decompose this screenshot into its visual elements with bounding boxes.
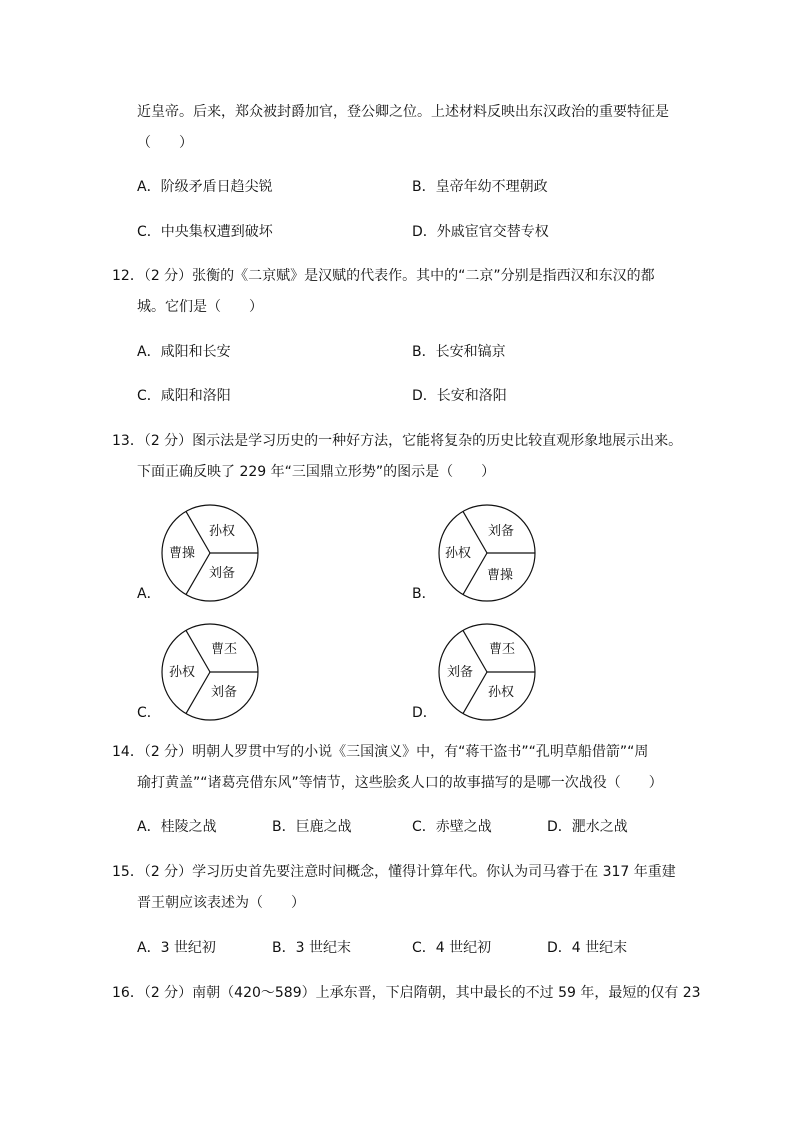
q14-option-a[interactable]: A．桂陵之战 bbox=[137, 819, 217, 835]
pie-label-liubei: 刘备 bbox=[208, 566, 236, 581]
q14-option-b[interactable]: B．巨鹿之战 bbox=[272, 819, 352, 835]
q11-option-a[interactable]: A．阶级矛盾日趋尖锐 bbox=[137, 179, 273, 195]
q11-option-d[interactable]: D．外戚宦官交替专权 bbox=[412, 224, 549, 240]
q12-stem-line2: 城。它们是（ ） bbox=[137, 299, 263, 315]
q13-figure-b-label[interactable]: B． bbox=[412, 586, 436, 602]
q13-stem-line1: 13．（2 分）图示法是学习历史的一种好方法，它能将复杂的历史比较直观形象地展示出来。 bbox=[112, 433, 683, 449]
q15-option-d[interactable]: D．4 世纪末 bbox=[547, 940, 628, 956]
q11-continuation: 近皇帝。后来，郑众被封爵加官，登公卿之位。上述材料反映出东汉政治的重要特征是 bbox=[137, 104, 669, 120]
pie-label-caocao: 曹操 bbox=[168, 546, 196, 561]
q14-stem-line2: 瑜打黄盖”“诸葛亮借东风”等情节，这些脍炙人口的故事描写的是哪一次战役（ ） bbox=[137, 775, 663, 791]
q12-option-d[interactable]: D．长安和洛阳 bbox=[412, 388, 507, 404]
q15-stem-line1: 15．（2 分）学习历史首先要注意时间概念，懂得计算年代。你认为司马睿于在 317 年重建 bbox=[112, 864, 676, 880]
q13-figure-b-pie[interactable] bbox=[437, 503, 537, 603]
q16-stem-line1: 16．（2 分）南朝（420～589）上承东晋，下启隋朝，其中最长的不过 59 年，最短的仅有 23 bbox=[112, 985, 701, 1001]
pie-label-liubei: 刘备 bbox=[487, 524, 515, 539]
q14-option-d[interactable]: D．淝水之战 bbox=[547, 819, 628, 835]
q12-stem-line1: 12．（2 分）张衡的《二京赋》是汉赋的代表作。其中的“二京”分别是指西汉和东汉的都 bbox=[112, 268, 655, 284]
pie-label-sunquan: 孙权 bbox=[208, 524, 236, 539]
pie-label-liubei: 刘备 bbox=[446, 665, 474, 680]
q15-stem-line2: 晋王朝应该表述为（ ） bbox=[137, 895, 305, 911]
q11-option-b[interactable]: B．皇帝年幼不理朝政 bbox=[412, 179, 548, 195]
pie-label-liubei: 刘备 bbox=[210, 685, 238, 700]
q15-option-b[interactable]: B．3 世纪末 bbox=[272, 940, 351, 956]
q12-option-b[interactable]: B．长安和镐京 bbox=[412, 344, 506, 360]
pie-label-caocao: 曹操 bbox=[486, 568, 514, 583]
q13-figure-c-label[interactable]: C． bbox=[137, 705, 161, 721]
q12-option-c[interactable]: C．咸阳和洛阳 bbox=[137, 388, 231, 404]
pie-label-caopi: 曹丕 bbox=[210, 642, 238, 657]
q14-stem-line1: 14．（2 分）明朝人罗贯中写的小说《三国演义》中，有“蒋干盗书”“孔明草船借箭”“周 bbox=[112, 744, 649, 760]
q11-answer-paren: （ ） bbox=[137, 135, 193, 151]
q12-option-a[interactable]: A．咸阳和长安 bbox=[137, 344, 231, 360]
q13-figure-d-label[interactable]: D． bbox=[412, 705, 437, 721]
q13-figure-d-pie[interactable] bbox=[437, 622, 537, 722]
q14-option-c[interactable]: C．赤壁之战 bbox=[412, 819, 492, 835]
pie-label-sunquan: 孙权 bbox=[444, 546, 472, 561]
pie-label-caopi: 曹丕 bbox=[488, 642, 516, 657]
q13-figure-a-pie[interactable] bbox=[160, 503, 260, 603]
pie-label-sunquan: 孙权 bbox=[487, 685, 515, 700]
q13-figure-a-label[interactable]: A． bbox=[137, 586, 161, 602]
pie-label-sunquan: 孙权 bbox=[168, 665, 196, 680]
q13-stem-line2: 下面正确反映了 229 年“三国鼎立形势”的图示是（ ） bbox=[137, 464, 496, 480]
q11-option-c[interactable]: C．中央集权遭到破坏 bbox=[137, 224, 273, 240]
q15-option-a[interactable]: A．3 世纪初 bbox=[137, 940, 216, 956]
q13-figure-c-pie[interactable] bbox=[160, 622, 260, 722]
q15-option-c[interactable]: C．4 世纪初 bbox=[412, 940, 492, 956]
